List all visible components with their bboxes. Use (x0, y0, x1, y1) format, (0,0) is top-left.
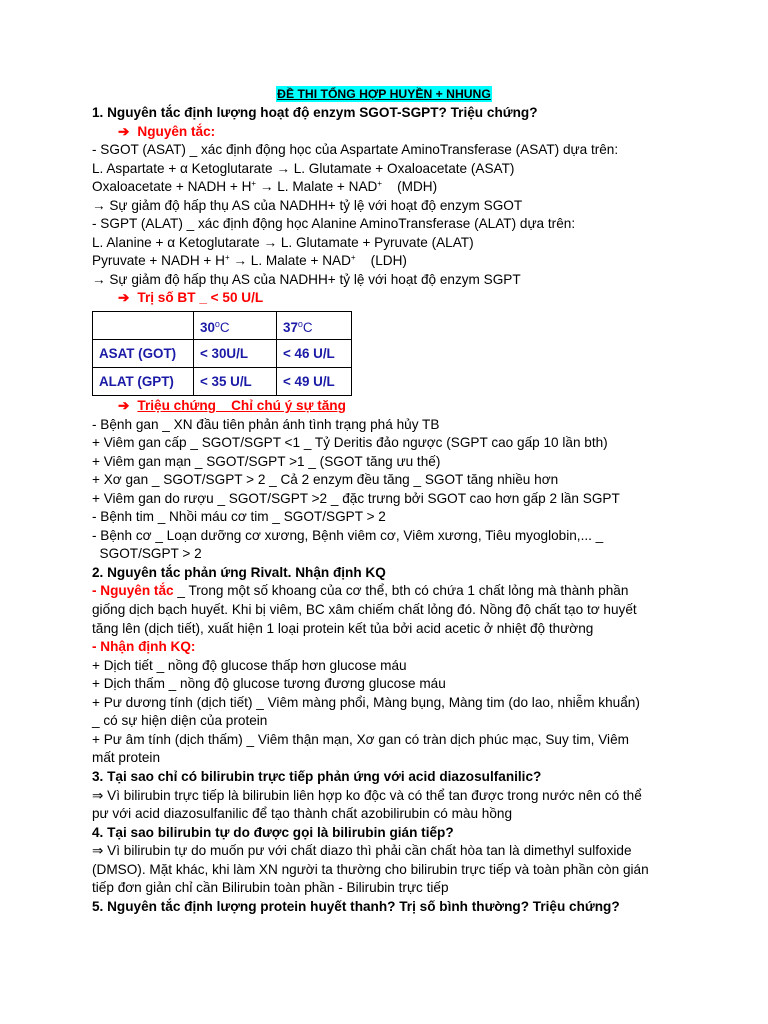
title-wrap (0, 86, 768, 102)
symptom-line: SGOT/SGPT > 2 (92, 546, 202, 562)
q4-heading: 4. Tại sao bilirubin tự do được gọi là bilirubin gián tiếp? (92, 824, 454, 840)
q1-line: → Sự giảm độ hấp thụ AS của NADHH+ tỷ lệ với hoạt độ enzym SGPT (92, 271, 521, 287)
table-cell-name: ASAT (GOT) (93, 340, 194, 368)
q3-line: pư với acid diazosulfanilic để tạo thành chất azobilirubin có màu hồng (92, 806, 513, 822)
q2-result-line: + Pư dương tính (dịch tiết) _ Viêm màng phổi, Màng bụng, Màng tim (do lao, nhiễm khuẩn) (92, 694, 640, 710)
table-row (93, 340, 352, 368)
q1-mdh-c: (MDH) (382, 179, 438, 195)
symptom-line: - Bệnh tim _ Nhồi máu cơ tim _ SGOT/SGPT > 2 (92, 509, 386, 525)
q1-ldh-line (92, 252, 692, 271)
q3-line: ⇒ Vì bilirubin trực tiếp là bilirubin liên hợp ko độc và có thể tan được trong nước nên có thể (92, 787, 642, 803)
q2-principle-label: - Nguyên tắc (92, 583, 174, 599)
q4-line: tiếp đơn giản chỉ cần Bilirubin toàn phần - Bilirubin trực tiếp (92, 880, 449, 896)
q4-line: (DMSO). Mặt khác, khi làm XN người ta thường cho bilirubin trực tiếp và toàn phần còn gián (92, 861, 649, 877)
q4-line: ⇒ Vì bilirubin tự do muốn pư với chất diazo thì phải cần chất hòa tan là dimethyl sulfoxide (92, 843, 632, 859)
document-title: ĐỀ THI TỔNG HỢP HUYỀN + NHUNG (277, 87, 491, 101)
table-cell-value: < 46 U/L (277, 340, 352, 368)
table-cell-value: < 30U/L (194, 340, 277, 368)
q2-principle-line: giống dịch bạch huyết. Khi bị viêm, BC xâm chiếm chất lỏng đó. Nồng độ chất tạo tơ huyết (92, 602, 637, 618)
table-header-row (93, 312, 352, 340)
q1-principle-label-line (92, 123, 692, 142)
q1-mdh-b: → L. Malate + NAD (256, 179, 378, 195)
table-header-30c: 30$^o$C (194, 312, 277, 340)
q1-principle-label: Nguyên tắc: (137, 123, 216, 139)
q2-principle-line: tăng lên (dịch tiết), xuất hiện 1 loại protein kết tủa bởi acid acetic ở nhiệt độ thường (92, 620, 594, 636)
q1-line: L. Aspartate + α Ketoglutarate → L. Glutamate + Oxaloacetate (ASAT) (92, 160, 515, 176)
q1-ldh-c: (LDH) (355, 253, 407, 269)
symptom-line: - Bệnh cơ _ Loạn dưỡng cơ xương, Bệnh viêm cơ, Viêm xương, Tiêu myoglobin,... _ (92, 527, 604, 543)
q1-line: → Sự giảm độ hấp thụ AS của NADHH+ tỷ lệ với hoạt độ enzym SGOT (92, 197, 523, 213)
q1-ref-label: Trị số BT _ < 50 U/L (137, 290, 264, 306)
q1-ref-label-line (92, 289, 692, 308)
q1-mdh-a: Oxaloacetate + NADH + H (92, 179, 252, 195)
symptom-line: + Viêm gan cấp _ SGOT/SGPT <1 _ Tỷ Deritis đảo ngược (SGPT cao gấp 10 lần bth) (92, 435, 608, 451)
table-cell-empty (93, 312, 194, 340)
arrow-icon: ➔ (118, 398, 130, 414)
q2-heading: 2. Nguyên tắc phản ứng Rivalt. Nhận định KQ (92, 564, 386, 580)
q3-heading: 3. Tại sao chỉ có bilirubin trực tiếp phản ứng với acid diazosulfanilic? (92, 768, 542, 784)
q1-line: L. Alanine + α Ketoglutarate → L. Glutamate + Pyruvate (ALAT) (92, 234, 474, 250)
q1-mdh-line (92, 178, 692, 197)
table-header-37c: 37$^o$C (277, 312, 352, 340)
symptom-line: + Viêm gan do rượu _ SGOT/SGPT >2 _ đặc trưng bởi SGOT cao hơn gấp 2 lần SGPT (92, 490, 620, 506)
arrow-icon: ➔ (118, 290, 130, 306)
q1-line: - SGOT (ASAT) _ xác định động học của Aspartate AminoTransferase (ASAT) dựa trên: (92, 142, 619, 158)
q2-result-line: _ có sự hiện diện của protein (92, 713, 268, 729)
document-body (92, 104, 692, 916)
q1-symptom-label: Triệu chứng _ Chỉ chú ý sự tăng (137, 398, 346, 414)
arrow-icon: ➔ (118, 123, 130, 139)
table-cell-value: < 49 U/L (277, 368, 352, 396)
q1-ldh-b: → L. Malate + NAD (229, 253, 351, 269)
q2-principle-line (92, 582, 692, 601)
reference-table (92, 311, 352, 396)
q2-principle-text: _ Trong một số khoang của cơ thể, bth có chứa 1 chất lỏng mà thành phần (173, 583, 629, 599)
table-cell-value: < 35 U/L (194, 368, 277, 396)
table-row (93, 368, 352, 396)
q2-result-line: + Dịch thấm _ nồng độ glucose tương đương glucose máu (92, 676, 446, 692)
symptom-line: + Xơ gan _ SGOT/SGPT > 2 _ Cả 2 enzym đều tăng _ SGOT tăng nhiều hơn (92, 472, 559, 488)
q1-symptom-label-line (92, 397, 692, 416)
q1-heading: 1. Nguyên tắc định lượng hoạt độ enzym SGOT-SGPT? Triệu chứng? (92, 105, 538, 120)
q1-line: - SGPT (ALAT) _ xác định động học Alanine AminoTransferase (ALAT) dựa trên: (92, 216, 576, 232)
superscript-plus: + (377, 179, 383, 189)
superscript-plus: + (350, 253, 356, 263)
q2-result-line: + Dịch tiết _ nồng độ glucose thấp hơn glucose máu (92, 657, 407, 673)
q2-result-line: mất protein (92, 750, 161, 766)
superscript-plus: + (251, 179, 257, 189)
q2-result-label: - Nhận định KQ: (92, 639, 196, 655)
table-cell-name: ALAT (GPT) (93, 368, 194, 396)
symptom-line: + Viêm gan mạn _ SGOT/SGPT >1 _ (SGOT tăng ưu thế) (92, 453, 441, 469)
q2-result-line: + Pư âm tính (dịch thấm) _ Viêm thận mạn, Xơ gan có tràn dịch phúc mạc, Suy tim, Viêm (92, 731, 629, 747)
q1-ldh-a: Pyruvate + NADH + H (92, 253, 225, 269)
symptom-line: - Bệnh gan _ XN đầu tiên phản ánh tình trạng phá hủy TB (92, 416, 440, 432)
q5-heading: 5. Nguyên tắc định lượng protein huyết thanh? Trị số bình thường? Triệu chứng? (92, 898, 620, 914)
superscript-plus: + (224, 253, 230, 263)
